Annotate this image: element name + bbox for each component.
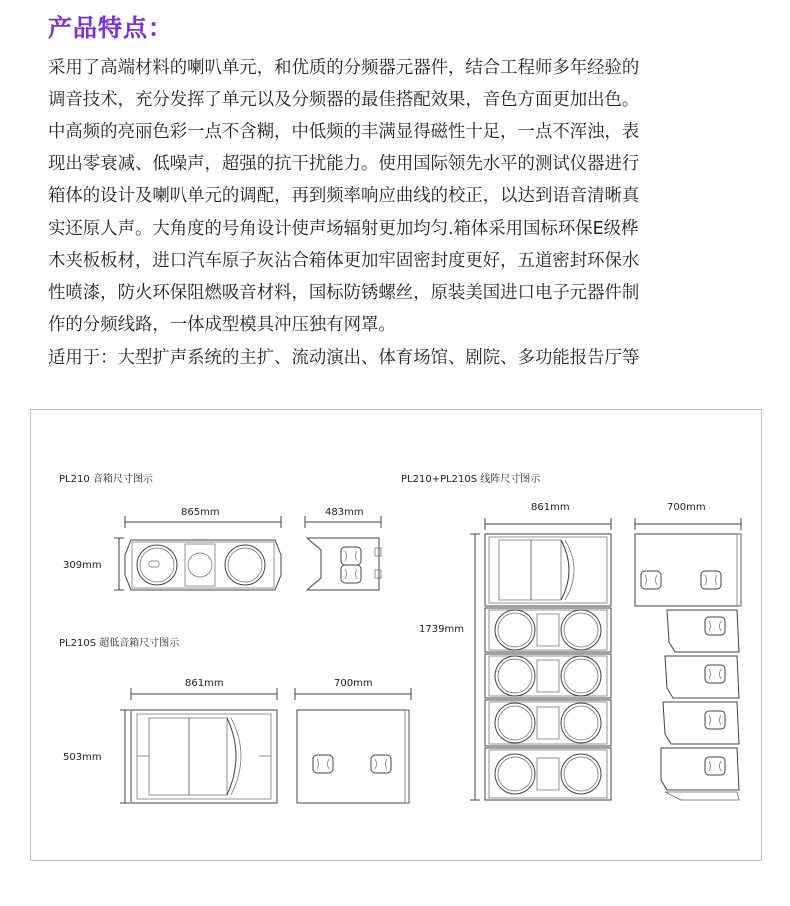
text-line: 性喷漆，防火环保阻燃吸音材料，国标防锈螺丝，原装美国进口电子元器件制	[48, 283, 640, 304]
pl210-depth-label: 483mm	[325, 507, 364, 518]
pl210s-height-label: 503mm	[63, 752, 102, 763]
text-line: 现出零衰减、低噪声，超强的抗干扰能力。使用国际领先水平的测试仪器进行	[48, 154, 640, 175]
pl210s-depth-label: 700mm	[334, 678, 373, 689]
text-line: 调音技术，充分发挥了单元以及分频器的最佳搭配效果，音色方面更加出色。	[48, 90, 640, 111]
pl210-front-view	[125, 540, 281, 590]
features-paragraph	[48, 116, 748, 341]
array-depth-label: 700mm	[667, 502, 706, 513]
text-line: 箱体的设计及喇叭单元的调配，再到频率响应曲线的校正，以达到语音清晰真	[48, 186, 640, 207]
pl210s-side-view	[297, 710, 409, 803]
array-height-label: 1739mm	[419, 624, 464, 635]
array-front-view	[485, 534, 611, 800]
intro-paragraph	[48, 52, 748, 116]
application-paragraph	[48, 342, 748, 374]
pl210-width-label: 865mm	[181, 507, 220, 518]
array-side-view	[635, 534, 741, 800]
text-line: 作的分频线路，一体成型模具冲压独有网罩。	[48, 315, 396, 336]
text-line: 适用于：大型扩声系统的主扩、流动演出、体育场馆、剧院、多功能报告厅等	[48, 348, 640, 368]
pl210-height-label: 309mm	[63, 560, 102, 571]
page-heading: 产品特点：	[48, 8, 173, 43]
pl210s-width-label: 861mm	[185, 678, 224, 689]
array-width-label: 861mm	[531, 502, 570, 513]
pl210s-title: PL210S 超低音箱尺寸图示	[59, 638, 180, 649]
dimension-diagram	[30, 409, 762, 861]
pl210-title: PL210 音箱尺寸图示	[59, 474, 153, 485]
text-line: 实还原人声。大角度的号角设计使声场辐射更加均匀.箱体采用国标环保E级桦	[48, 218, 639, 239]
dimension-drawing	[31, 410, 761, 860]
text-line: 采用了高端材料的喇叭单元，和优质的分频器元器件，结合工程师多年经验的	[48, 58, 640, 78]
pl210s-front-view	[131, 710, 277, 803]
text-line: 中高频的亮丽色彩一点不含糊，中低频的丰满显得磁性十足，一点不浑浊，表	[48, 122, 640, 142]
text-line: 木夹板板材，进口汽车原子灰沾合箱体更加牢固密封度更好，五道密封环保水	[48, 250, 640, 271]
array-title: PL210+PL210S 线阵尺寸图示	[401, 474, 541, 485]
pl210-side-view	[307, 538, 381, 590]
